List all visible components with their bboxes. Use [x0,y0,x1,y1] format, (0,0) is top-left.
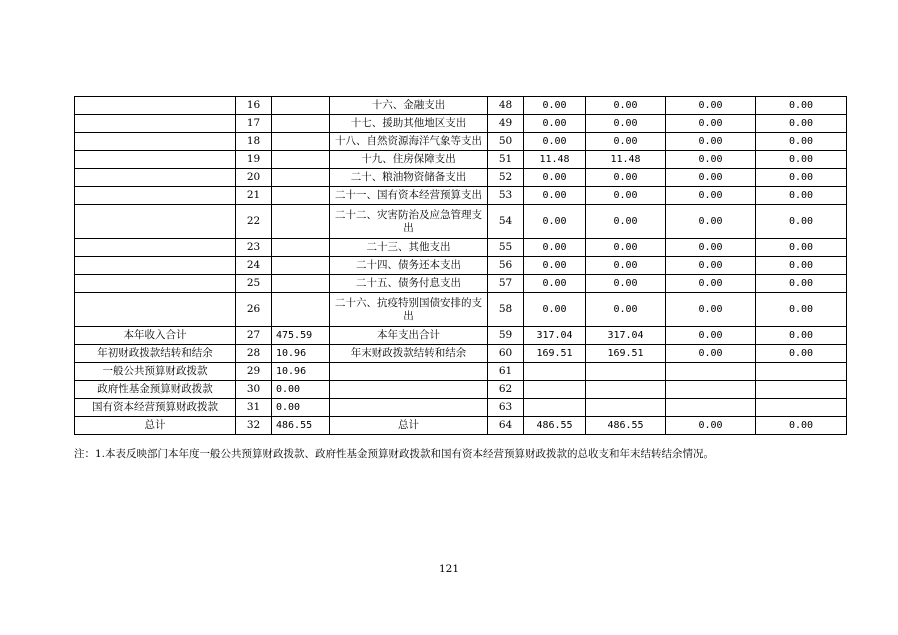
cell-income-row-no: 17 [236,115,272,133]
cell-income-amount [272,257,330,275]
cell-expense-item: 十七、援助其他地区支出 [330,115,488,133]
cell-expense-gov-fund: 0.00 [666,169,756,187]
cell-expense-state-capital: 0.00 [756,151,847,169]
cell-income-item [75,257,236,275]
cell-expense-gov-fund [666,399,756,417]
cell-expense-item: 二十三、其他支出 [330,239,488,257]
cell-expense-state-capital: 0.00 [756,115,847,133]
cell-expense-total: 0.00 [524,97,586,115]
cell-income-amount [272,275,330,293]
cell-income-item [75,169,236,187]
cell-expense-row-no: 57 [488,275,524,293]
cell-income-item [75,115,236,133]
cell-income-item [75,205,236,239]
cell-expense-total: 0.00 [524,275,586,293]
cell-expense-total: 169.51 [524,345,586,363]
cell-expense-total [524,363,586,381]
cell-income-amount [272,133,330,151]
cell-expense-state-capital [756,399,847,417]
cell-expense-total: 0.00 [524,187,586,205]
cell-expense-item: 本年支出合计 [330,327,488,345]
cell-expense-total: 0.00 [524,257,586,275]
cell-expense-row-no: 49 [488,115,524,133]
cell-expense-item: 十九、住房保障支出 [330,151,488,169]
cell-expense-state-capital [756,363,847,381]
cell-expense-gov-fund: 0.00 [666,275,756,293]
table-row [75,133,847,151]
cell-expense-general-budget: 0.00 [586,275,666,293]
cell-expense-item: 二十五、债务付息支出 [330,275,488,293]
cell-expense-total: 0.00 [524,205,586,239]
cell-expense-total [524,399,586,417]
cell-income-amount: 475.59 [272,327,330,345]
cell-expense-item [330,363,488,381]
cell-expense-row-no: 54 [488,205,524,239]
cell-income-row-no: 30 [236,381,272,399]
cell-expense-row-no: 52 [488,169,524,187]
cell-expense-general-budget: 0.00 [586,115,666,133]
cell-expense-state-capital: 0.00 [756,327,847,345]
cell-expense-state-capital: 0.00 [756,345,847,363]
cell-expense-total: 0.00 [524,133,586,151]
cell-expense-row-no: 55 [488,239,524,257]
cell-expense-general-budget: 11.48 [586,151,666,169]
cell-income-row-no: 18 [236,133,272,151]
table-footnote: 注：1.本表反映部门本年度一般公共预算财政拨款、政府性基金预算财政拨款和国有资本经营预算财政拨款的总收支和年末结转结余情况。 [74,448,715,460]
cell-income-amount: 10.96 [272,363,330,381]
cell-expense-item: 总计 [330,417,488,435]
cell-income-item [75,239,236,257]
cell-income-item [75,187,236,205]
table-row [75,381,847,399]
cell-income-row-no: 27 [236,327,272,345]
cell-expense-gov-fund: 0.00 [666,151,756,169]
cell-expense-item: 二十、粮油物资储备支出 [330,169,488,187]
cell-income-amount: 0.00 [272,381,330,399]
cell-expense-state-capital: 0.00 [756,257,847,275]
cell-income-row-no: 23 [236,239,272,257]
cell-income-amount: 486.55 [272,417,330,435]
cell-expense-row-no: 60 [488,345,524,363]
cell-income-amount [272,97,330,115]
table-row [75,275,847,293]
table-row [75,293,847,327]
cell-expense-row-no: 58 [488,293,524,327]
cell-expense-total: 0.00 [524,293,586,327]
cell-expense-row-no: 63 [488,399,524,417]
cell-expense-total [524,381,586,399]
table-row [75,97,847,115]
cell-expense-general-budget [586,399,666,417]
cell-expense-row-no: 64 [488,417,524,435]
cell-expense-general-budget: 0.00 [586,187,666,205]
cell-income-amount [272,205,330,239]
cell-income-amount: 0.00 [272,399,330,417]
cell-expense-row-no: 48 [488,97,524,115]
cell-income-row-no: 24 [236,257,272,275]
budget-table [74,96,847,435]
cell-income-row-no: 16 [236,97,272,115]
cell-expense-item: 二十四、债务还本支出 [330,257,488,275]
cell-expense-row-no: 50 [488,133,524,151]
cell-income-row-no: 20 [236,169,272,187]
cell-expense-row-no: 62 [488,381,524,399]
page-number: 121 [438,563,460,575]
cell-expense-gov-fund: 0.00 [666,187,756,205]
cell-expense-general-budget: 0.00 [586,205,666,239]
cell-expense-state-capital: 0.00 [756,293,847,327]
cell-expense-gov-fund: 0.00 [666,239,756,257]
table-row [75,187,847,205]
table-row [75,363,847,381]
cell-income-row-no: 21 [236,187,272,205]
cell-expense-state-capital: 0.00 [756,417,847,435]
cell-expense-general-budget: 0.00 [586,97,666,115]
cell-expense-item: 年末财政拨款结转和结余 [330,345,488,363]
cell-expense-general-budget: 0.00 [586,239,666,257]
cell-income-amount [272,187,330,205]
table-row [75,205,847,239]
table-row [75,327,847,345]
cell-expense-state-capital: 0.00 [756,97,847,115]
cell-expense-general-budget [586,381,666,399]
cell-expense-general-budget: 169.51 [586,345,666,363]
cell-expense-row-no: 61 [488,363,524,381]
cell-expense-general-budget: 0.00 [586,257,666,275]
cell-income-row-no: 29 [236,363,272,381]
cell-income-row-no: 19 [236,151,272,169]
cell-income-item [75,97,236,115]
table-body [75,97,847,435]
cell-income-amount: 10.96 [272,345,330,363]
table-row [75,345,847,363]
cell-expense-general-budget: 0.00 [586,133,666,151]
cell-expense-state-capital [756,381,847,399]
cell-expense-gov-fund: 0.00 [666,115,756,133]
cell-income-item: 总计 [75,417,236,435]
cell-expense-general-budget: 0.00 [586,169,666,187]
cell-expense-row-no: 56 [488,257,524,275]
table-row [75,169,847,187]
cell-expense-item: 十八、自然资源海洋气象等支出 [330,133,488,151]
cell-expense-state-capital: 0.00 [756,169,847,187]
cell-expense-state-capital: 0.00 [756,275,847,293]
cell-expense-gov-fund: 0.00 [666,97,756,115]
cell-income-amount [272,115,330,133]
cell-expense-gov-fund: 0.00 [666,257,756,275]
cell-expense-total: 11.48 [524,151,586,169]
cell-income-row-no: 31 [236,399,272,417]
cell-income-amount [272,169,330,187]
cell-income-item: 年初财政拨款结转和结余 [75,345,236,363]
cell-income-item: 一般公共预算财政拨款 [75,363,236,381]
cell-income-item [75,275,236,293]
cell-income-item: 本年收入合计 [75,327,236,345]
cell-expense-row-no: 59 [488,327,524,345]
cell-income-row-no: 26 [236,293,272,327]
cell-expense-general-budget: 486.55 [586,417,666,435]
cell-expense-state-capital: 0.00 [756,133,847,151]
cell-income-amount [272,151,330,169]
cell-expense-gov-fund: 0.00 [666,327,756,345]
cell-income-item [75,293,236,327]
cell-income-row-no: 25 [236,275,272,293]
cell-expense-row-no: 53 [488,187,524,205]
table-row [75,115,847,133]
cell-income-item [75,151,236,169]
cell-expense-general-budget: 317.04 [586,327,666,345]
cell-expense-total: 0.00 [524,239,586,257]
cell-expense-item: 十六、金融支出 [330,97,488,115]
cell-expense-item: 二十二、灾害防治及应急管理支出 [330,205,488,239]
cell-expense-row-no: 51 [488,151,524,169]
cell-expense-gov-fund [666,381,756,399]
cell-expense-total: 317.04 [524,327,586,345]
cell-expense-gov-fund: 0.00 [666,417,756,435]
cell-income-row-no: 22 [236,205,272,239]
cell-expense-total: 0.00 [524,169,586,187]
cell-expense-state-capital: 0.00 [756,205,847,239]
cell-expense-gov-fund: 0.00 [666,133,756,151]
cell-income-row-no: 28 [236,345,272,363]
cell-income-amount [272,293,330,327]
cell-income-item: 政府性基金预算财政拨款 [75,381,236,399]
cell-income-item [75,133,236,151]
cell-expense-item [330,381,488,399]
table-row [75,417,847,435]
cell-expense-general-budget: 0.00 [586,293,666,327]
cell-expense-general-budget [586,363,666,381]
cell-income-amount [272,239,330,257]
cell-expense-item: 二十一、国有资本经营预算支出 [330,187,488,205]
cell-income-item: 国有资本经营预算财政拨款 [75,399,236,417]
cell-expense-gov-fund [666,363,756,381]
cell-expense-item: 二十六、抗疫特别国债安排的支出 [330,293,488,327]
cell-expense-total: 486.55 [524,417,586,435]
cell-income-row-no: 32 [236,417,272,435]
table-row [75,239,847,257]
cell-expense-item [330,399,488,417]
cell-expense-gov-fund: 0.00 [666,205,756,239]
table-row [75,399,847,417]
cell-expense-gov-fund: 0.00 [666,293,756,327]
table-row [75,257,847,275]
cell-expense-gov-fund: 0.00 [666,345,756,363]
cell-expense-state-capital: 0.00 [756,239,847,257]
cell-expense-state-capital: 0.00 [756,187,847,205]
table-row [75,151,847,169]
cell-expense-total: 0.00 [524,115,586,133]
